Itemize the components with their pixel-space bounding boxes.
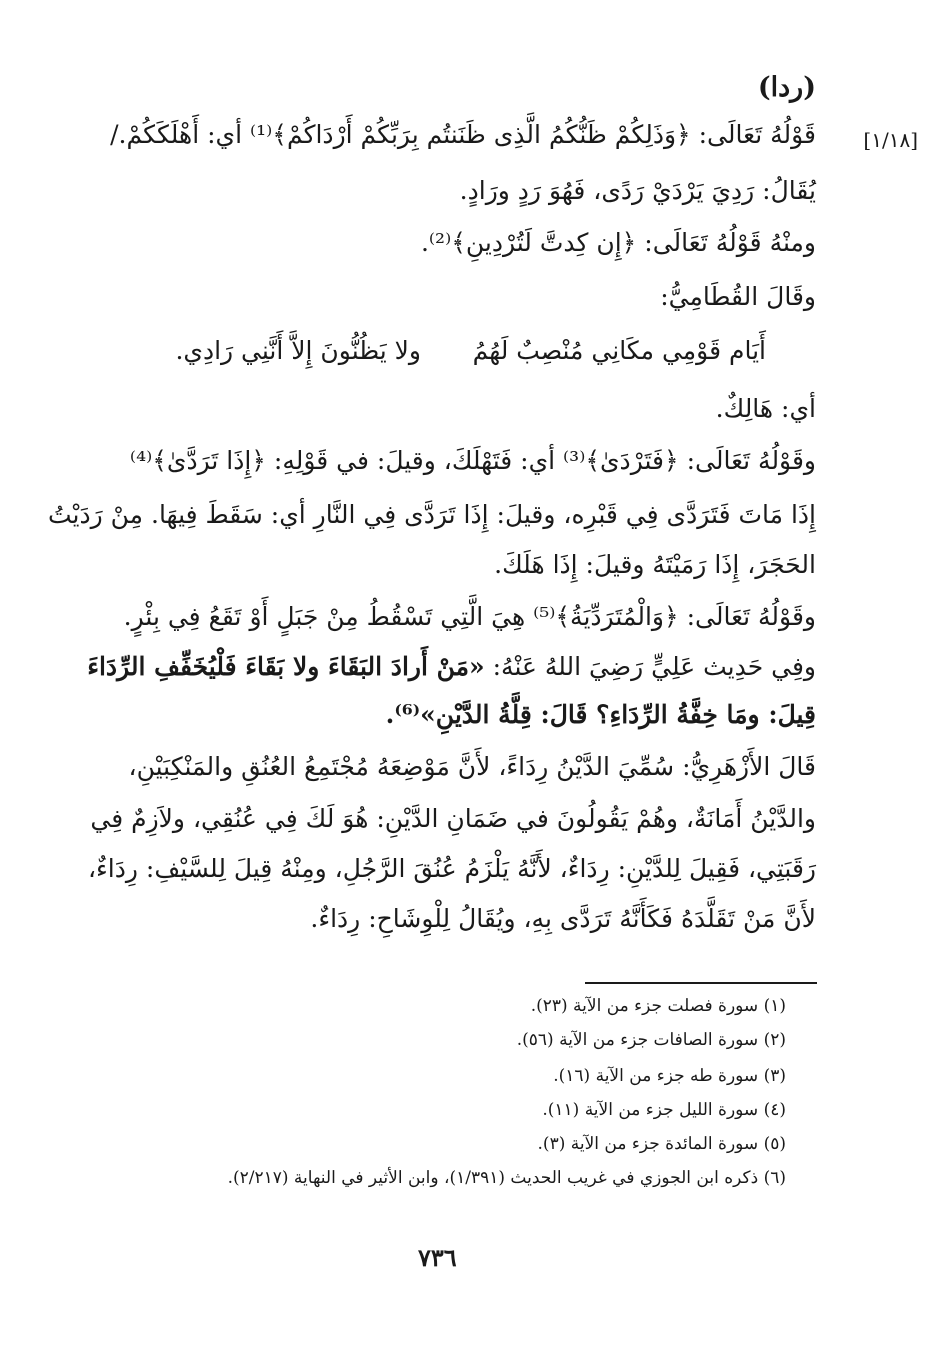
hadith-intro: وفِي حَدِيث عَلِيٍّ رَضِيَ اللهُ عَنْهُ:: [484, 652, 816, 681]
footnote-1: (١) سورة فصلت جزء من الآية (٢٣).: [530, 996, 786, 1016]
hadith-quote: «مَنْ أَرادَ البَقَاءَ ولا بَقَاءَ فَلْيُخَفِّفِ الرِّدَاءَ: [87, 652, 485, 681]
body-line-8: الحَجَرَ، إِذَا رَمَيْتَهُ وقيلَ: إِذَا هَلَكَ.: [494, 550, 816, 579]
footnote-2: (٢) سورة الصافات جزء من الآية (٥٦).: [516, 1030, 786, 1050]
poetry-hemistich-second: ولا يَظُنُّونَ إِلاَّ أَنَّنِي رَادِي.: [175, 336, 421, 365]
body-line-15: لأَنَّ مَنْ تَقَلَّدَهُ فَكَأَنَّهُ تَرَدَّى بِهِ، ويُقَالُ لِلْوِشَاحِ: رِدَاءٌ.: [310, 904, 816, 933]
body-line-1: قَوْلُهُ تَعَالَى: ﴿وَذَلِكُمْ ظَنُّكُمُ الَّذِى ظَنَنتُم بِرَبِّكُمْ أَرْدَاكُمْ﴾⁽¹⁾ أي: أَهْلَكَكُمْ./: [110, 120, 816, 149]
footnote-3: (٣) سورة طه جزء من الآية (١٦).: [553, 1066, 786, 1086]
body-line-11: قِيلَ: ومَا خِفَّةُ الرِّدَاءِ؟ قَالَ: قِلَّةُ الدَّيْنِ»⁽⁶⁾.: [385, 700, 816, 729]
margin-reference: [١/١٨]: [863, 128, 918, 152]
footnote-5: (٥) سورة المائدة جزء من الآية (٣).: [537, 1134, 786, 1154]
entry-heading: (ردا): [757, 72, 816, 103]
footnote-6: (٦) ذكره ابن الجوزي في غريب الحديث (١/٣٩١)، وابن الأثير في النهاية (٢/٢١٧).: [227, 1168, 786, 1188]
body-line-5: أي: هَالِكٌ.: [715, 394, 816, 423]
footnote-4: (٤) سورة الليل جزء من الآية (١١).: [542, 1100, 786, 1120]
body-line-9: وقَوْلُهُ تَعَالَى: ﴿وَالْمُتَرَدِّيَةُ﴾⁽⁵⁾ هِيَ الَّتِي تَسْقُطُ مِنْ جَبَلٍ أَوْ تَقَعُ فِي بِئْرٍ.: [123, 602, 816, 631]
body-line-4: وقَالَ القُطَامِيُّ:: [660, 282, 816, 311]
body-line-13: والدَّيْنُ أَمَانَةٌ، وهُمْ يَقُولُونَ في ضَمَانِ الدَّيْنِ: هُوَ لَكَ فِي عُنُقِي، ولاَزِمٌ فِي: [90, 804, 816, 833]
body-line-12: قَالَ الأَزْهَرِيُّ: سُمِّيَ الدَّيْنُ رِدَاءً، لأَنَّ مَوْضِعَهُ مُجْتَمِعُ العُنُقِ والمَنْكِبَيْنِ،: [128, 752, 816, 781]
page-number: ٧٣٦: [418, 1243, 457, 1272]
poetry-hemistich-first: أَيَام قَوْمِي مكَانِي مُنْصِبٌ لَهُمُ: [472, 336, 766, 365]
footnote-separator: [585, 982, 817, 984]
body-line-10: [87, 652, 816, 681]
body-line-3: ومنْهُ قَوْلُهُ تَعَالَى: ﴿إِن كِدتَّ لَتُرْدِينِ﴾⁽²⁾.: [420, 228, 816, 257]
body-line-6: وقَوْلُهُ تَعَالَى: ﴿فَتَرْدَىٰ﴾⁽³⁾ أي: فَتَهْلَكَ، وقيلَ: في قَوْلِهِ: ﴿إِذَا تَرَدَّىٰ﴾⁽⁴⁾: [129, 446, 816, 475]
body-line-2: يُقَالُ: رَدِيَ يَرْدَيْ رَدًى، فَهُوَ رَدٍ ورَادٍ.: [459, 176, 816, 205]
body-line-14: رَقَبَتِي، فَقِيلَ لِلدَّيْنِ: رِدَاءٌ، لأَنَّهُ يَلْزَمُ عُنُقَ الرَّجُلِ، ومِنْهُ قِيلَ لِلسَّيْفِ: رِدَاءٌ،: [87, 854, 816, 883]
body-line-7: إِذَا مَاتَ فَتَرَدَّى فِي قَبْرِه، وقيلَ: إِذَا تَرَدَّى فِي النَّارِ أي: سَقَطَ فِيهَا. مِنْ رَدَيْتُ: [47, 500, 816, 529]
